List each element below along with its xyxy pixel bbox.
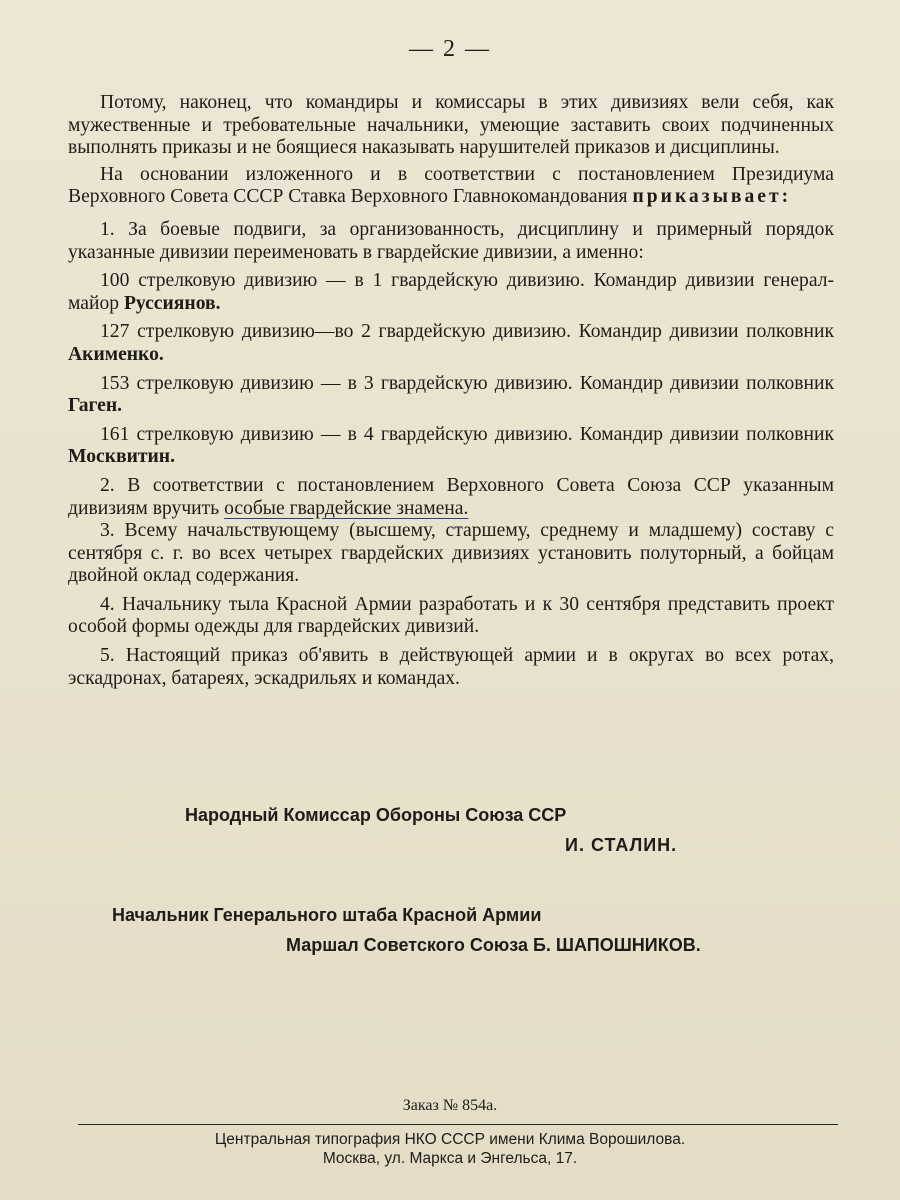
signatory-title: Народный Комиссар Обороны Союза ССР bbox=[185, 805, 567, 825]
guards-banners-underlined: особые гвардейские знамена. bbox=[224, 497, 469, 519]
order-item-3: 3. Всему начальствующему (высшему, старшему, среднему и младшему) составу с сентября с. г. во всех четырех гвардейских дивизиях установить полуторный, а бойцам двойной оклад содержания. bbox=[68, 520, 834, 587]
item-2-text: 2. В соответствии с постановлением Верховного Совета Союза ССР указанным дивизиям вручить bbox=[68, 474, 834, 519]
commander-name: Руссиянов. bbox=[123, 292, 221, 314]
order-body bbox=[68, 92, 834, 690]
division-100 bbox=[68, 270, 834, 315]
order-item-2 bbox=[68, 475, 834, 520]
commander-name: Акименко. bbox=[68, 343, 164, 365]
page-number: — 2 — bbox=[409, 36, 491, 62]
commander-name: Москвитин. bbox=[68, 446, 175, 468]
signature-block-stalin bbox=[185, 800, 785, 860]
printer-imprint bbox=[0, 1130, 900, 1168]
order-item-5: 5. Настоящий приказ об'явить в действующей армии и в округах во всех ротах, эскадронах, батареях, эскадрильях и командах. bbox=[68, 645, 834, 689]
signatory-name: Маршал Советского Союза Б. ШАПОШНИКОВ. bbox=[286, 935, 701, 955]
printer-line-1: Центральная типография НКО СССР имени Клима Ворошилова. bbox=[214, 1131, 686, 1148]
division-127-text: 127 стрелковую дивизию—во 2 гвардейскую дивизию. Командир дивизии полковник bbox=[100, 321, 834, 343]
basis-text: На основании изложенного и в соответствии с постановлением Президиума Верховного Совета СССР Ставка Верховного Главнокомандования bbox=[68, 163, 834, 208]
division-153 bbox=[68, 373, 834, 418]
division-153-text: 153 стрелковую дивизию — в 3 гвардейскую дивизию. Командир дивизии полковник bbox=[100, 372, 834, 394]
division-127 bbox=[68, 321, 834, 366]
paragraph-reasons: Потому, наконец, что командиры и комиссары в этих дивизиях вели себя, как мужественные и требовательные начальники, умеющие заставить своих подчиненных выполнять приказы и не боящиеся наказывать нарушителей приказов и дисциплины. bbox=[68, 92, 834, 159]
orders-verb: приказывает: bbox=[632, 186, 792, 208]
signatory-title: Начальник Генерального штаба Красной Армии bbox=[112, 905, 542, 925]
division-100-text: 100 стрелковую дивизию — в 1 гвардейскую дивизию. Командир дивизии генерал-майор bbox=[68, 270, 834, 314]
division-161-text: 161 стрелковую дивизию — в 4 гвардейскую дивизию. Командир дивизии полковник bbox=[100, 423, 834, 445]
signature-block-shaposhnikov bbox=[112, 900, 852, 960]
order-item-1: 1. За боевые подвиги, за организованность, дисциплину и примерный порядок указанные дивизии переименовать в гвардейские дивизии, а именно: bbox=[68, 218, 834, 263]
order-number: Заказ № 854а. bbox=[402, 1097, 498, 1114]
signatory-name: И. СТАЛИН. bbox=[565, 835, 678, 855]
printer-line-2: Москва, ул. Маркса и Энгельса, 17. bbox=[322, 1150, 578, 1167]
footer-divider bbox=[78, 1124, 838, 1125]
paragraph-basis bbox=[68, 164, 834, 209]
order-item-4: 4. Начальнику тыла Красной Армии разработать и к 30 сентября представить проект особой формы одежды для гвардейских дивизий. bbox=[68, 593, 834, 638]
commander-name: Гаген. bbox=[68, 395, 123, 417]
division-161 bbox=[68, 424, 834, 469]
